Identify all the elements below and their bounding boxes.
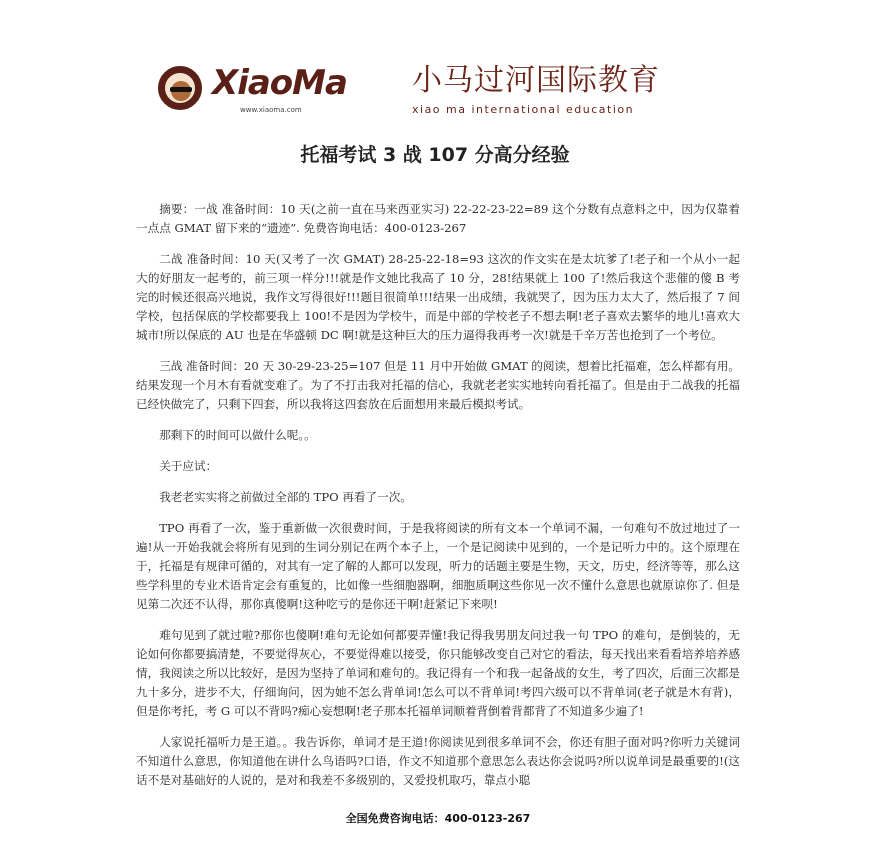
paragraph-second-attempt: 二战 准备时间：10 天(又考了一次 GMAT) 28-25-22-18=93 这次的作文实在是太坑爹了!老子和一个从小一起大的好朋友一起考的，前三项一样分!!!就是作文她比我高了 10 分，28!结果就上 100 了!然后我这个悲催的傻 B 考完的时候还很高兴地说，我作文写得很好!!!题目很简单!!!结果一出成绩，我就哭了，因为压力太大了，然后报了 7 间学校，包括保底的学校都要我上 100!不是因为学校牛，而是中部的学校老子不想去啊!老子喜欢去繁华的地儿!喜欢大城市!所以保底的 AU 也是在华盛顿 DC 啊!就是这种巨大的压力逼得我再考一次!就是千辛万苦也抢到了一个考位。 [136, 252, 740, 342]
document-body [136, 0, 740, 856]
footer-hotline: 全国免费咨询电话：400-0123-267 [345, 812, 531, 825]
paragraph-tpo: 我老老实实将之前做过全部的 TPO 再看了一次。 [159, 490, 412, 504]
paragraph-third-attempt: 三战 准备时间：20 天 30-29-23-25=107 但是 11 月中开始做 GMAT 的阅读，想着比托福难，怎么样都有用。结果发现一个月木有看就变难了。为了不打击我对托福的信心，我就老老实实地转向看托福了。但是由于二战我的托福已经快做完了，只剩下四套，所以我将这四套放在后面想用来最后模拟考试。 [136, 359, 740, 411]
logo-url: www.xiaoma.com [240, 106, 302, 114]
logo-chinese-name: 小马过河国际教育 [412, 63, 660, 98]
document-title: 托福考试 3 战 107 分高分经验 [300, 144, 570, 166]
paragraph-remaining-time: 那剩下的时间可以做什么呢。。 [159, 428, 316, 442]
paragraph-summary: 摘要：一战 准备时间：10 天(之前一直在马来西亚实习) 22-22-23-22=89 这个分数有点意料之中，因为仅靠着一点点 GMAT 留下来的“遗迹”. 免费咨询电话：400-0123-267 [136, 202, 740, 235]
paragraph-about-exam: 关于应试： [159, 459, 218, 473]
logo-english-name: xiao ma international education [412, 103, 635, 116]
paragraph-difficult-sentences: 难句见到了就过啦?那你也傻啊!难句无论如何都要弄懂!我记得我男朋友问过我一句 TPO 的难句，是倒装的，无论如何你都要搞清楚，不要觉得灰心，不要觉得难以接受，你只能够改变自己对它的看法，每天找出来看看培养培养感情，我阅读之所以比较好，是因为坚持了单词和难句的。我记得有一个和我一起备战的女生，考了四次，后面三次都是九十多分，进步不大，仔细询问，因为她不怎么背单词!怎么可以不背单词!考四六级可以不背单词(老子就是木有背)，但是你考托，考 G 可以不背吗?痴心妄想啊!老子那本托福单词顺着背倒着背都背了不知道多少遍了! [136, 628, 740, 718]
logo-brand: XiaoMa [212, 63, 347, 103]
paragraph-vocabulary: 人家说托福听力是王道。。我告诉你，单词才是王道!你阅读见到很多单词不会，你还有胆子面对吗?你听力关键词不知道什么意思，你知道他在讲什么鸟语吗?口语，作文不知道那个意思怎么表达你会说吗?所以说单词是最重要的!(这话不是对基础好的人说的，是对和我差不多级别的，又爱投机取巧，靠点小聪 [136, 735, 740, 787]
paragraph-tpo-review: TPO 再看了一次，鉴于重新做一次很费时间，于是我将阅读的所有文本一个单词不漏，一句难句不放过地过了一遍!从一开始我就会将所有见到的生词分别记在两个本子上，一个是记阅读中见到的，一个是记听力中的。这个原理在于，托福是有规律可循的，对其有一定了解的人都可以发现，听力的话题主要是生物，天文，历史，经济等等，那么这些学科里的专业术语肯定会有重复的，比如像一些细胞器啊，细胞质啊这些你见一次不懂什么意思也就原谅你了. 但是见第二次还不认得，那你真傻啊!这种吃亏的是你还干啊!赶紧记下来呗! [136, 521, 740, 611]
